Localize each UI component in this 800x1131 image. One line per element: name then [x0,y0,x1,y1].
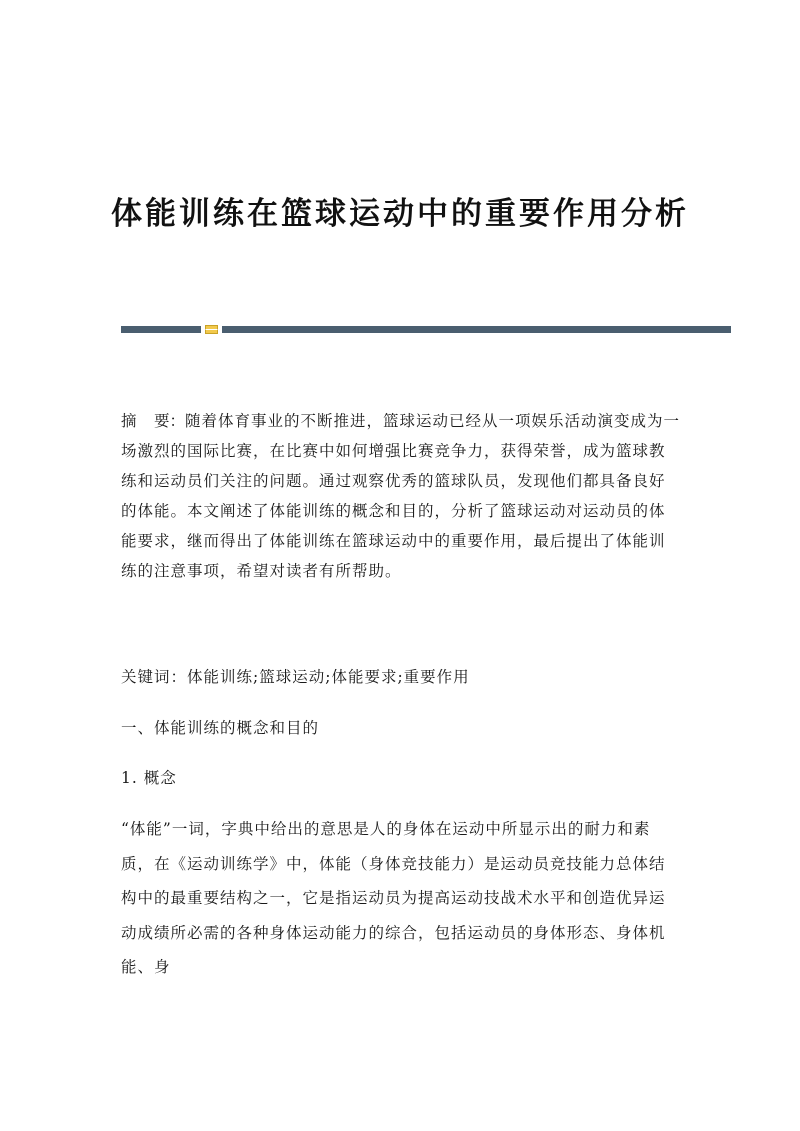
abstract-text: 随着体育事业的不断推进，篮球运动已经从一项娱乐活动演变成为一场激烈的国际比赛，在比赛中如何增强比赛竞争力，获得荣誉，成为篮球教练和运动员们关注的问题。通过观察优秀的篮球队员，发现他们都具备良好的体能。本文阐述了体能训练的概念和目的，分析了篮球运动对运动员的体能要求，继而得出了体能训练在篮球运动中的重要作用，最后提出了体能训练的注意事项，希望对读者有所帮助。 [121,412,681,580]
divider-ornament-icon [205,325,218,334]
document-title: 体能训练在篮球运动中的重要作用分析 [111,196,689,232]
title-divider [121,326,731,333]
divider-bar-left [121,326,201,333]
abstract [121,406,681,586]
body-paragraph: “体能”一词，字典中给出的意思是人的身体在运动中所显示出的耐力和素质，在《运动训练学》中，体能（身体竞技能力）是运动员竞技能力总体结构中的最重要结构之一，它是指运动员为提高运动技战术水平和创造优异运动成绩所必需的各种身体运动能力的综合，包括运动员的身体形态、身体机能、身 [121,820,666,976]
abstract-label: 摘 要： [121,412,185,430]
divider-bar-right [222,326,731,333]
subsection-heading: 1. 概念 [121,769,177,787]
section-heading: 一、体能训练的概念和目的 [121,719,320,737]
keywords: 关键词：体能训练;篮球运动;体能要求;重要作用 [121,668,470,686]
